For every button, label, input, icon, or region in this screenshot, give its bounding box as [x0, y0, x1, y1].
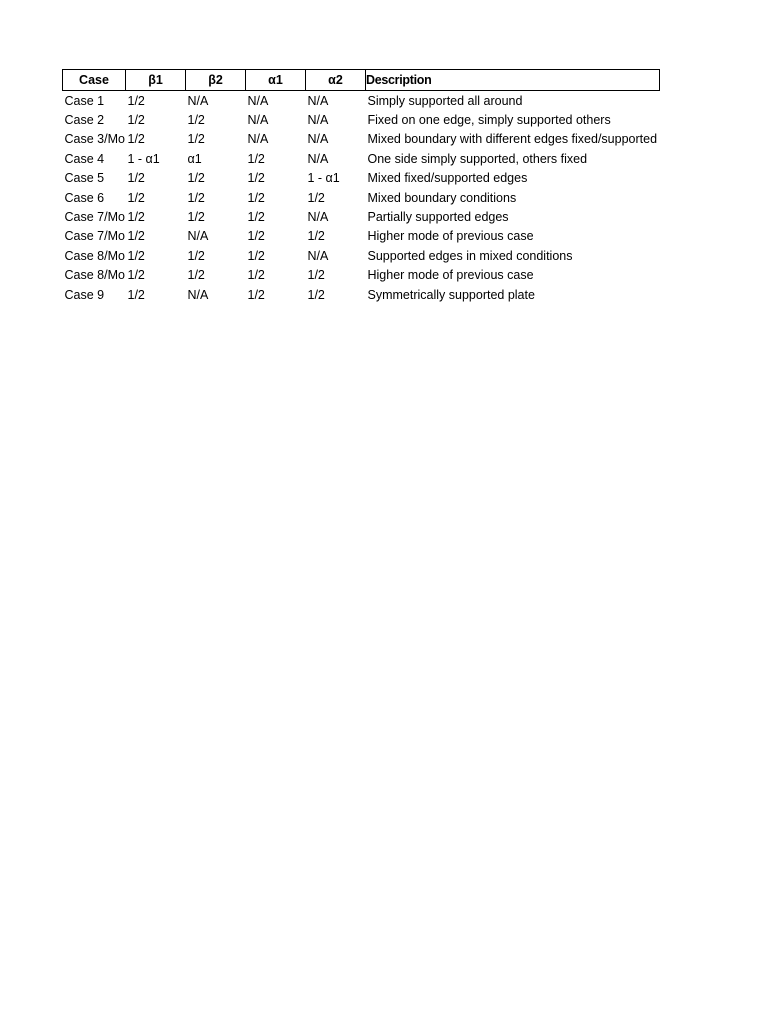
cell-case[interactable]: Case 7/Mo [64, 210, 125, 225]
cell-alpha1[interactable]: 1/2 [247, 210, 265, 225]
cell-alpha2[interactable]: 1 - α1 [307, 171, 340, 186]
table-body [63, 91, 660, 305]
cell-beta1[interactable]: 1/2 [127, 229, 145, 244]
header-beta1[interactable]: β1 [126, 70, 186, 91]
table-row [63, 227, 660, 246]
cell-description[interactable]: Higher mode of previous case [367, 268, 534, 283]
header-row [63, 70, 660, 91]
cell-alpha1[interactable]: 1/2 [247, 171, 265, 186]
cell-alpha1[interactable]: 1/2 [247, 190, 265, 205]
cases-table [62, 69, 660, 304]
cell-beta1[interactable]: 1/2 [127, 268, 145, 283]
cell-alpha2[interactable]: 1/2 [307, 190, 325, 205]
cell-description[interactable]: Fixed on one edge, simply supported others [367, 113, 611, 128]
cell-alpha2[interactable]: 1/2 [307, 268, 325, 283]
table-row [63, 91, 660, 111]
cell-case[interactable]: Case 9 [64, 287, 105, 302]
cell-beta1[interactable]: 1/2 [127, 113, 145, 128]
cell-alpha2[interactable]: 1/2 [307, 287, 325, 302]
cell-beta2[interactable]: 1/2 [187, 248, 205, 263]
cell-description[interactable]: Mixed boundary with different edges fixed/supported [367, 132, 658, 147]
cell-beta2[interactable]: N/A [187, 229, 209, 244]
table-row [63, 285, 660, 304]
cell-alpha1[interactable]: 1/2 [247, 287, 265, 302]
cell-beta2[interactable]: α1 [187, 151, 202, 166]
header-alpha2[interactable]: α2 [306, 70, 366, 91]
cell-alpha1[interactable]: N/A [247, 132, 269, 147]
cell-beta2[interactable]: 1/2 [187, 132, 205, 147]
table-row [63, 266, 660, 285]
cell-beta2[interactable]: 1/2 [187, 171, 205, 186]
cell-description[interactable]: Mixed boundary conditions [367, 190, 517, 205]
cell-description[interactable]: Mixed fixed/supported edges [367, 171, 528, 186]
cell-beta2[interactable]: N/A [187, 287, 209, 302]
cell-beta1[interactable]: 1/2 [127, 93, 145, 108]
cell-beta2[interactable]: N/A [187, 93, 209, 108]
cell-alpha2[interactable]: 1/2 [307, 229, 325, 244]
table-row [63, 169, 660, 188]
table-row [63, 246, 660, 265]
cell-beta1[interactable]: 1/2 [127, 210, 145, 225]
cell-beta2[interactable]: 1/2 [187, 190, 205, 205]
cell-description[interactable]: Higher mode of previous case [367, 229, 534, 244]
table-row [63, 207, 660, 226]
table-row [63, 188, 660, 207]
cell-beta1[interactable]: 1 - α1 [127, 151, 160, 166]
header-alpha1[interactable]: α1 [246, 70, 306, 91]
cell-case[interactable]: Case 3/Mo [64, 132, 125, 147]
cell-beta2[interactable]: 1/2 [187, 210, 205, 225]
cell-beta1[interactable]: 1/2 [127, 190, 145, 205]
header-beta2[interactable]: β2 [186, 70, 246, 91]
table-row [63, 149, 660, 168]
cell-alpha2[interactable]: N/A [307, 113, 329, 128]
cell-alpha2[interactable]: N/A [307, 132, 329, 147]
cell-beta2[interactable]: 1/2 [187, 268, 205, 283]
cell-description[interactable]: Supported edges in mixed conditions [367, 248, 573, 263]
cell-alpha1[interactable]: 1/2 [247, 248, 265, 263]
cell-case[interactable]: Case 8/Mo [64, 248, 125, 263]
cell-alpha1[interactable]: 1/2 [247, 151, 265, 166]
cell-case[interactable]: Case 4 [64, 151, 105, 166]
table-row [63, 130, 660, 149]
header-case[interactable]: Case [63, 70, 126, 91]
cell-case[interactable]: Case 8/Mo [64, 268, 125, 283]
cell-beta2[interactable]: 1/2 [187, 113, 205, 128]
table-header [63, 70, 660, 91]
cell-beta1[interactable]: 1/2 [127, 132, 145, 147]
cell-beta1[interactable]: 1/2 [127, 171, 145, 186]
cell-case[interactable]: Case 6 [64, 190, 105, 205]
table-row [63, 110, 660, 129]
cell-alpha2[interactable]: N/A [307, 151, 329, 166]
cell-alpha1[interactable]: 1/2 [247, 229, 265, 244]
cell-description[interactable]: Partially supported edges [367, 210, 509, 225]
cell-beta1[interactable]: 1/2 [127, 287, 145, 302]
cell-description[interactable]: Simply supported all around [367, 93, 523, 108]
cell-case[interactable]: Case 1 [64, 93, 105, 108]
cell-alpha1[interactable]: N/A [247, 93, 269, 108]
cell-alpha1[interactable]: 1/2 [247, 268, 265, 283]
spreadsheet-area [62, 69, 660, 304]
header-description[interactable]: Description [366, 70, 660, 91]
cell-alpha2[interactable]: N/A [307, 210, 329, 225]
cell-alpha2[interactable]: N/A [307, 248, 329, 263]
cell-case[interactable]: Case 7/Mo [64, 229, 125, 244]
cell-description[interactable]: One side simply supported, others fixed [367, 151, 588, 166]
cell-beta1[interactable]: 1/2 [127, 248, 145, 263]
cell-alpha1[interactable]: N/A [247, 113, 269, 128]
cell-case[interactable]: Case 5 [64, 171, 105, 186]
cell-description[interactable]: Symmetrically supported plate [367, 287, 535, 302]
cell-case[interactable]: Case 2 [64, 113, 105, 128]
cell-alpha2[interactable]: N/A [307, 93, 329, 108]
